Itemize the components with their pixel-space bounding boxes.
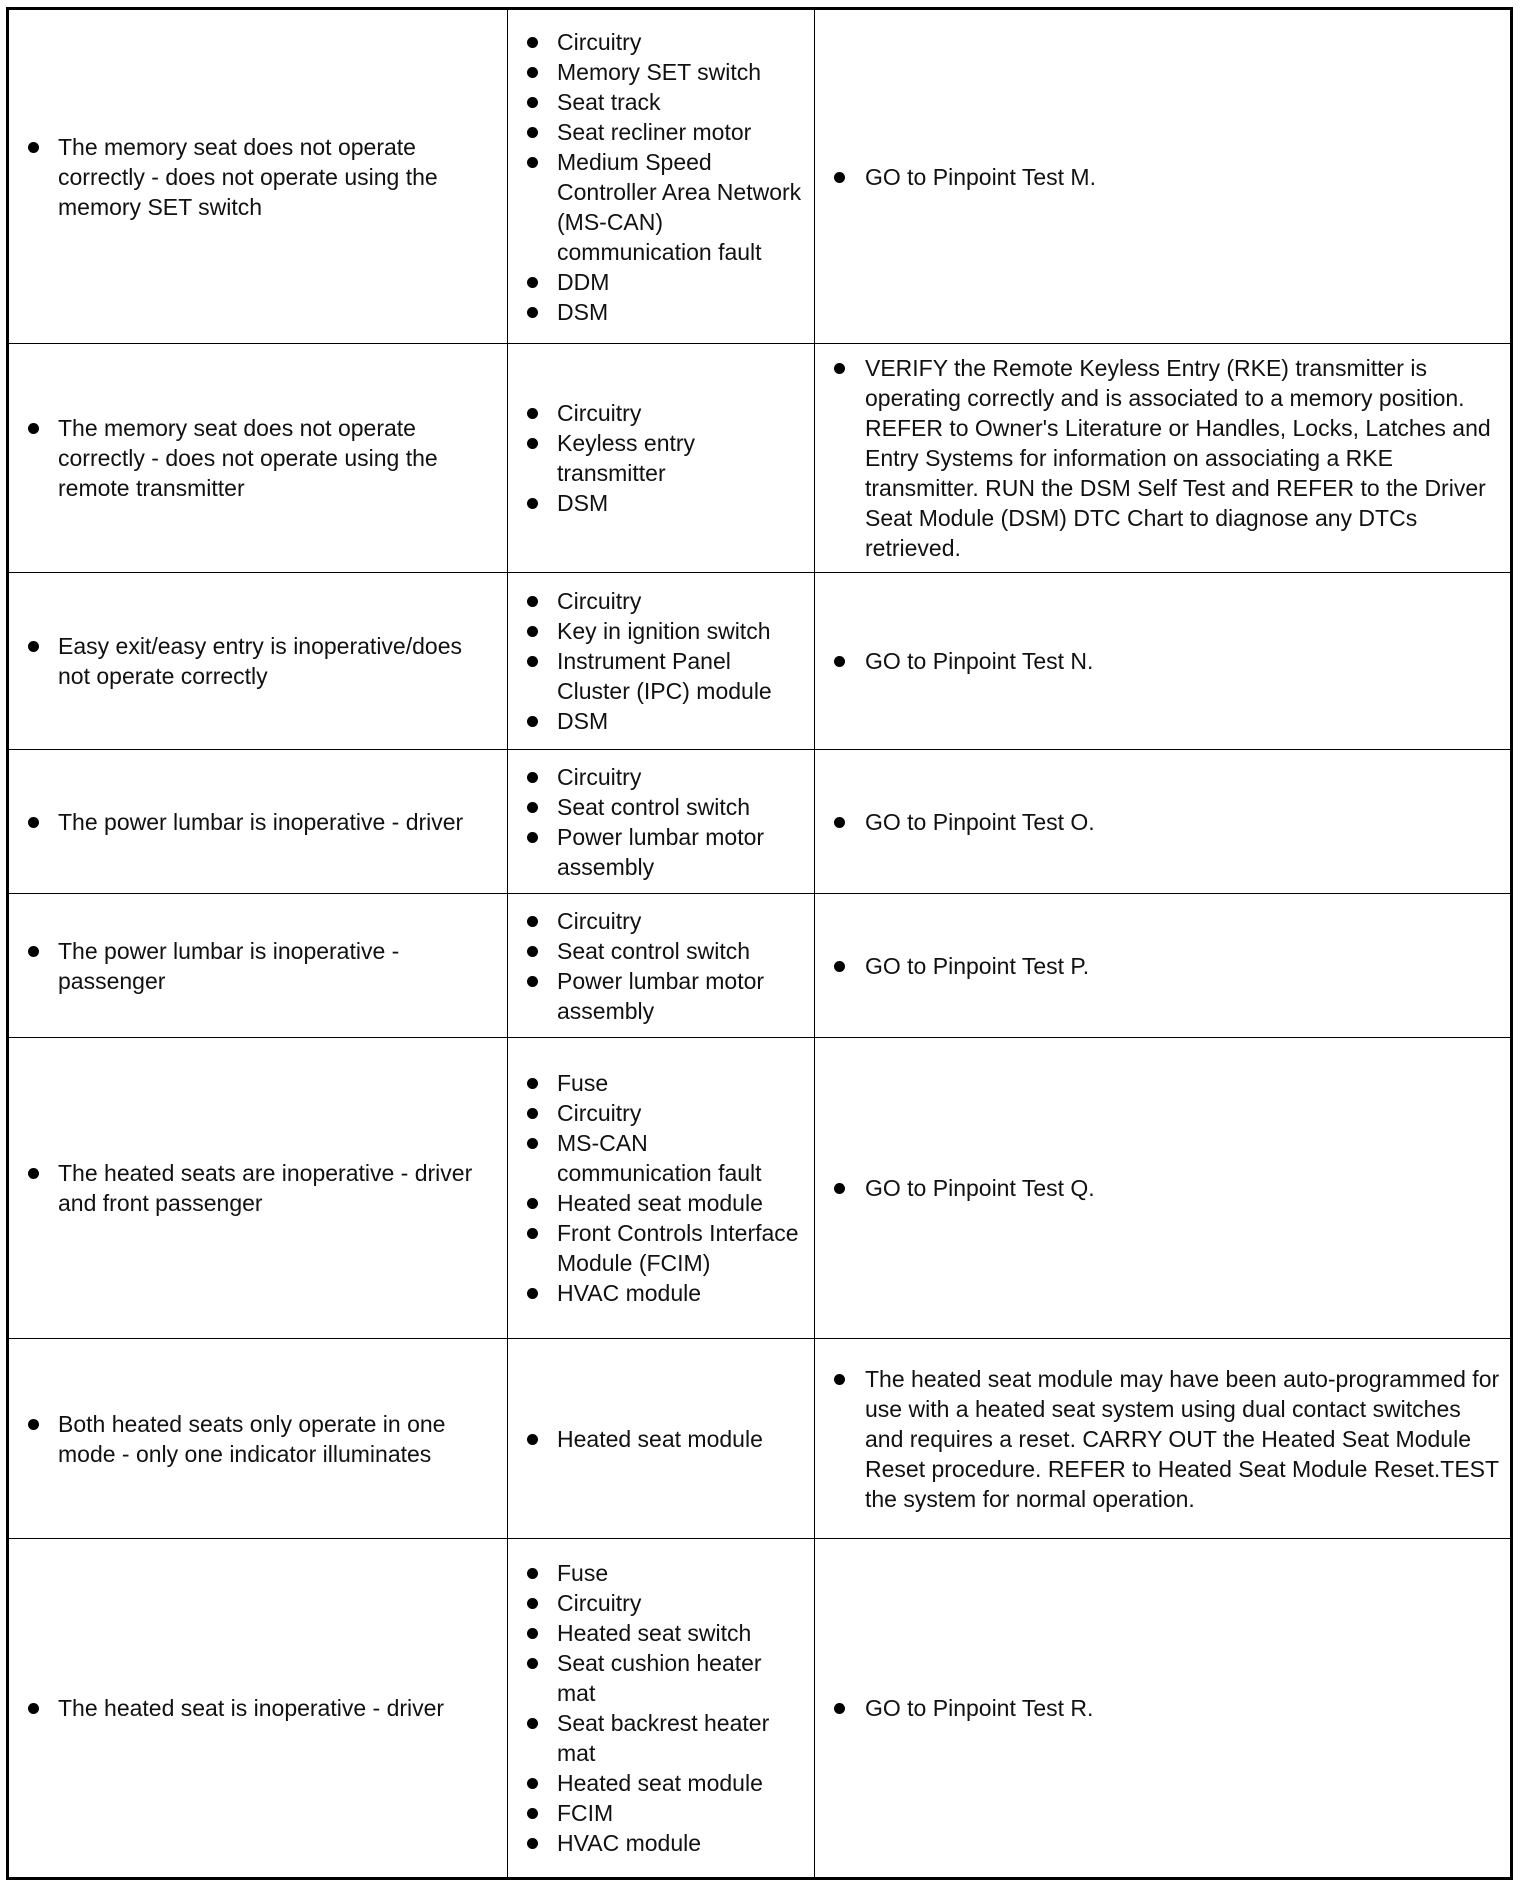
cause-item: Heated seat module xyxy=(524,1188,806,1218)
action-text: GO to Pinpoint Test O. xyxy=(831,807,1502,837)
cause-item: Instrument Panel Cluster (IPC) module xyxy=(524,646,806,706)
condition-text: Both heated seats only operate in one mode - only one indicator illuminates xyxy=(25,1409,499,1469)
condition-text: The power lumbar is inoperative - passenger xyxy=(25,936,499,996)
action-text: GO to Pinpoint Test R. xyxy=(831,1693,1502,1723)
cause-item: Circuitry xyxy=(524,27,806,57)
condition-cell xyxy=(8,9,508,344)
table-row xyxy=(8,9,1512,344)
condition-cell xyxy=(8,1539,508,1879)
possible-source-cell xyxy=(508,750,815,894)
condition-text: The power lumbar is inoperative - driver xyxy=(25,807,499,837)
cause-item: Fuse xyxy=(524,1068,806,1098)
cause-item: Seat control switch xyxy=(524,936,806,966)
action-text: GO to Pinpoint Test N. xyxy=(831,646,1502,676)
cause-item: Key in ignition switch xyxy=(524,616,806,646)
cause-item: Circuitry xyxy=(524,906,806,936)
condition-cell xyxy=(8,1339,508,1539)
possible-source-cell xyxy=(508,9,815,344)
action-cell xyxy=(815,344,1512,573)
action-text: GO to Pinpoint Test P. xyxy=(831,951,1502,981)
cause-item: Circuitry xyxy=(524,398,806,428)
condition-text: The memory seat does not operate correctly - does not operate using the remote transmitter xyxy=(25,413,499,503)
cause-item: HVAC module xyxy=(524,1278,806,1308)
action-text: VERIFY the Remote Keyless Entry (RKE) transmitter is operating correctly and is associated to a memory position. REFER to Owner's Literature or Handles, Locks, Latches and Entry Systems for information on associating a RKE transmitter. RUN the DSM Self Test and REFER to the Driver Seat Module (DSM) DTC Chart to diagnose any DTCs retrieved. xyxy=(831,353,1502,563)
action-text: GO to Pinpoint Test Q. xyxy=(831,1173,1502,1203)
table-row xyxy=(8,1539,1512,1879)
condition-cell xyxy=(8,344,508,573)
cause-item: DSM xyxy=(524,706,806,736)
cause-item: Circuitry xyxy=(524,586,806,616)
cause-item: HVAC module xyxy=(524,1828,806,1858)
action-cell xyxy=(815,1539,1512,1879)
condition-text: The memory seat does not operate correctly - does not operate using the memory SET switch xyxy=(25,132,499,222)
action-cell xyxy=(815,9,1512,344)
action-cell xyxy=(815,573,1512,750)
cause-item: Power lumbar motor assembly xyxy=(524,966,806,1026)
table-row xyxy=(8,1038,1512,1339)
table-row xyxy=(8,750,1512,894)
cause-item: DSM xyxy=(524,297,806,327)
table-row xyxy=(8,344,1512,573)
condition-text: The heated seat is inoperative - driver xyxy=(25,1693,499,1723)
condition-cell xyxy=(8,750,508,894)
cause-item: Circuitry xyxy=(524,1098,806,1128)
cause-item: Heated seat switch xyxy=(524,1618,806,1648)
condition-cell xyxy=(8,573,508,750)
action-cell xyxy=(815,1339,1512,1539)
action-cell xyxy=(815,1038,1512,1339)
cause-item: DSM xyxy=(524,488,806,518)
cause-item: Circuitry xyxy=(524,1588,806,1618)
possible-source-cell xyxy=(508,344,815,573)
cause-item: Seat control switch xyxy=(524,792,806,822)
table-row xyxy=(8,573,1512,750)
cause-item: Power lumbar motor assembly xyxy=(524,822,806,882)
cause-item: Keyless entry transmitter xyxy=(524,428,806,488)
possible-source-cell xyxy=(508,894,815,1038)
cause-item: Seat backrest heater mat xyxy=(524,1708,806,1768)
cause-item: Circuitry xyxy=(524,762,806,792)
table-row xyxy=(8,894,1512,1038)
condition-text: The heated seats are inoperative - driver and front passenger xyxy=(25,1158,499,1218)
action-text: GO to Pinpoint Test M. xyxy=(831,162,1502,192)
cause-item: Heated seat module xyxy=(524,1768,806,1798)
cause-item: Heated seat module xyxy=(524,1424,806,1454)
cause-item: Fuse xyxy=(524,1558,806,1588)
action-cell xyxy=(815,750,1512,894)
cause-item: Front Controls Interface Module (FCIM) xyxy=(524,1218,806,1278)
cause-item: MS-CAN communication fault xyxy=(524,1128,806,1188)
cause-item: Seat recliner motor xyxy=(524,117,806,147)
possible-source-cell xyxy=(508,1339,815,1539)
action-cell xyxy=(815,894,1512,1038)
cause-item: Seat cushion heater mat xyxy=(524,1648,806,1708)
cause-item: Memory SET switch xyxy=(524,57,806,87)
cause-item: Medium Speed Controller Area Network (MS-CAN) communication fault xyxy=(524,147,806,267)
cause-item: Seat track xyxy=(524,87,806,117)
symptom-chart-page xyxy=(6,7,1510,1880)
condition-cell xyxy=(8,1038,508,1339)
symptom-chart-table xyxy=(6,7,1513,1880)
condition-text: Easy exit/easy entry is inoperative/does not operate correctly xyxy=(25,631,499,691)
possible-source-cell xyxy=(508,1038,815,1339)
possible-source-cell xyxy=(508,1539,815,1879)
table-row xyxy=(8,1339,1512,1539)
condition-cell xyxy=(8,894,508,1038)
action-text: The heated seat module may have been auto-programmed for use with a heated seat system using dual contact switches and requires a reset. CARRY OUT the Heated Seat Module Reset procedure. REFER to Heated Seat Module Reset.TEST the system for normal operation. xyxy=(831,1364,1502,1514)
cause-item: DDM xyxy=(524,267,806,297)
cause-item: FCIM xyxy=(524,1798,806,1828)
possible-source-cell xyxy=(508,573,815,750)
